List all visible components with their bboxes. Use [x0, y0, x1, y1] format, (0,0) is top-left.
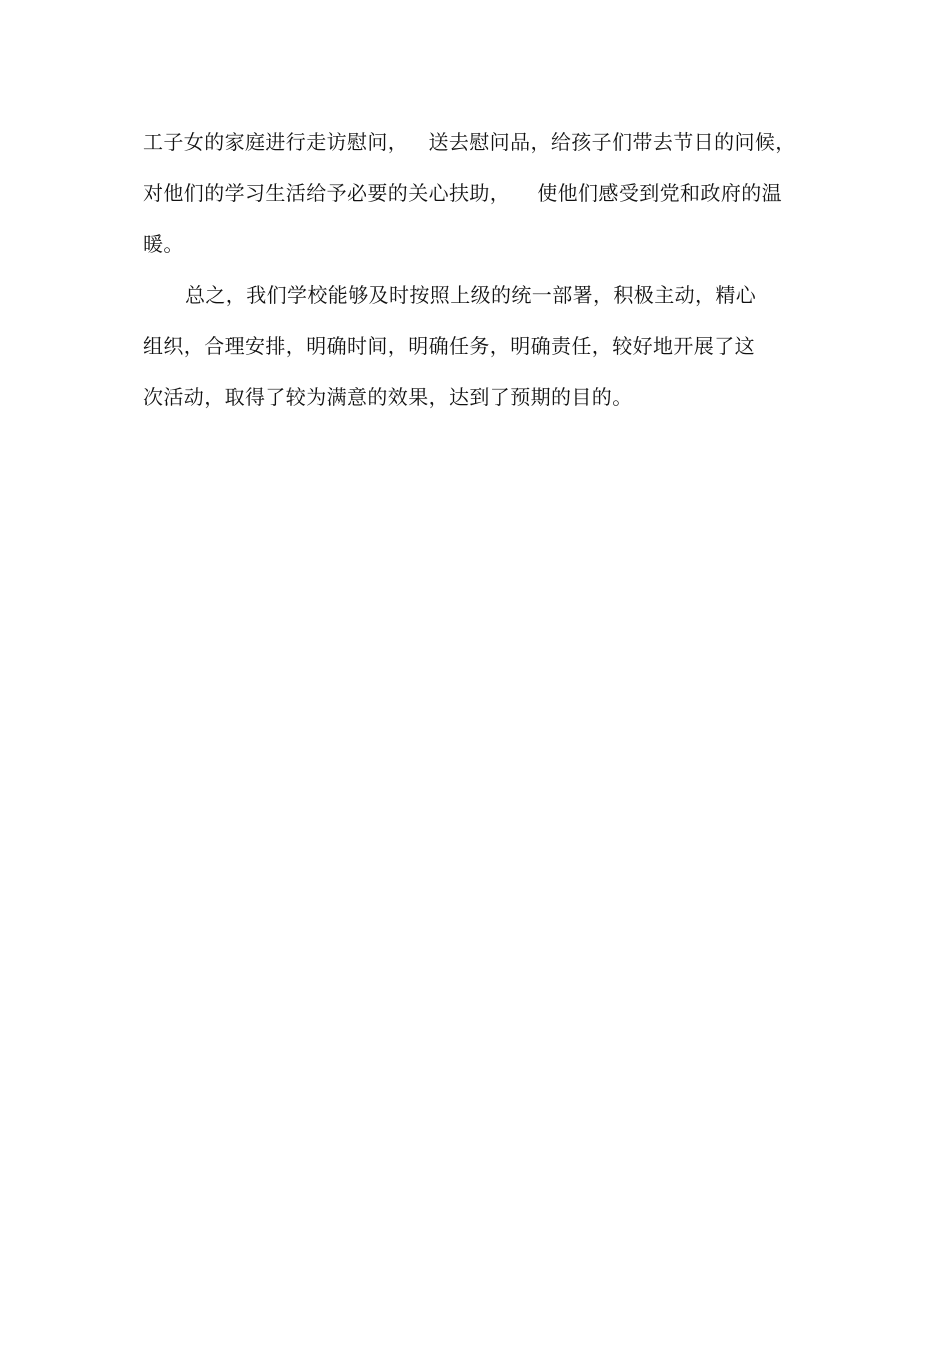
document-body: [143, 122, 803, 428]
paragraph-line: 对他们的学习生活给予必要的关心扶助， 使他们感受到党和政府的温: [143, 181, 783, 205]
paragraph-summary: [143, 275, 803, 428]
paragraph-visit-families: [143, 122, 803, 275]
paragraph-line: 次活动，取得了较为满意的效果，达到了预期的目的。: [143, 385, 633, 409]
paragraph-line: 工子女的家庭进行走访慰问， 送去慰问品，给孩子们带去节日的问候，: [143, 130, 796, 154]
paragraph-line: 总之，我们学校能够及时按照上级的统一部署，积极主动，精心: [185, 283, 757, 307]
paragraph-line: 暖。: [143, 232, 184, 256]
paragraph-line: 组织，合理安排，明确时间，明确任务，明确责任，较好地开展了这: [143, 334, 755, 358]
